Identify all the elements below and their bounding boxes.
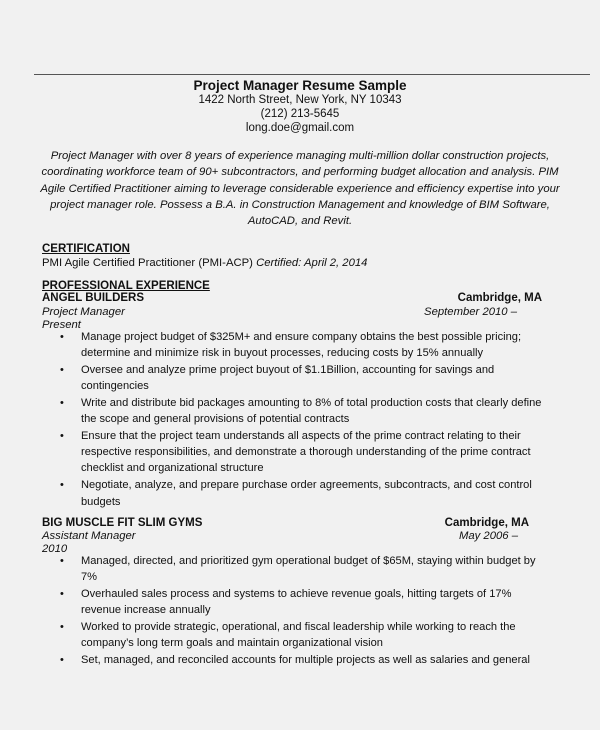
experience-heading: PROFESSIONAL EXPERIENCE — [42, 280, 210, 292]
role-title: Project Manager — [42, 306, 125, 318]
list-item: • Oversee and analyze prime project buyout of $1.1Billion, accounting for savings and contingencies — [60, 364, 495, 393]
phone: (212) 213-5645 — [260, 108, 340, 120]
email: long.doe@gmail.com — [245, 122, 355, 134]
job-company — [42, 517, 529, 530]
role-date-start: May 2006 – — [458, 530, 518, 542]
list-item: • Worked to provide strategic, operational, and fiscal leadership while working to reach the company’s long term goals and maintain organizational vision — [60, 621, 516, 650]
company-location: Cambridge, MA — [444, 517, 529, 529]
list-item: • Negotiate, analyze, and prepare purchase order agreements, subcontracts, and cost control budgets — [60, 479, 532, 508]
summary-line: Project Manager with over 8 years of experience managing multi-million dollar construction projects, — [50, 150, 550, 162]
list-item: • Manage project budget of $325M+ and ensure company obtains the best possible pricing; determine and minimize risk in buyout processes, reducing costs by 15% annually — [60, 331, 522, 360]
certification-name: PMI Agile Certified Practitioner (PMI-ACP) — [42, 257, 253, 269]
job-role — [42, 306, 517, 331]
list-item: • Ensure that the project team understands all aspects of the prime contract relating to their respective responsibilities, and demonstrate a thorough understanding of the prime contract checklist and organizational structure — [60, 430, 531, 475]
role-date-start: September 2010 – — [424, 306, 517, 318]
company-location: Cambridge, MA — [457, 292, 542, 304]
company-name: BIG MUSCLE FIT SLIM GYMS — [42, 517, 203, 529]
resume-title: Project Manager Resume Sample — [193, 78, 407, 93]
summary — [38, 148, 562, 229]
certification-heading: CERTIFICATION — [42, 243, 130, 255]
list-item: • Write and distribute bid packages amounting to 8% of total production costs that clearly define the scope and general provisions of potential contracts — [60, 397, 542, 426]
summary-line: coordinating workforce team of 90+ subcontractors, and performing budget allocation and analysis. PIM — [41, 166, 559, 179]
list-item: • Overhauled sales process and systems to achieve revenue goals, hitting targets of 17% revenue increase annually — [60, 588, 512, 617]
summary-line: AutoCAD, and Revit. — [247, 215, 353, 228]
company-name: ANGEL BUILDERS — [42, 292, 145, 304]
certification-entry — [42, 257, 367, 270]
job-bullets — [60, 553, 546, 669]
certification-detail: Certified: April 2, 2014 — [256, 257, 368, 269]
job-bullets — [60, 329, 546, 510]
address: 1422 North Street, New York, NY 10343 — [198, 94, 402, 106]
list-item: • Set, managed, and reconciled accounts for multiple projects as well as salaries and general — [60, 654, 530, 667]
job-company — [42, 292, 542, 305]
header-divider — [34, 74, 590, 75]
list-item: • Managed, directed, and prioritized gym operational budget of $65M, staying within budget by 7% — [60, 555, 536, 584]
resume-header — [0, 78, 600, 135]
summary-line: project manager role. Possess a B.A. in Construction Management and knowledge of BIM Software, — [50, 198, 550, 211]
role-date-end: 2010 — [42, 542, 68, 555]
job-role — [42, 530, 518, 555]
role-title: Assistant Manager — [42, 530, 136, 542]
summary-line: Agile Certified Practitioner aiming to leverage considerable experience and efficiency expertise into your — [40, 182, 560, 195]
role-date-end: Present — [42, 318, 81, 331]
